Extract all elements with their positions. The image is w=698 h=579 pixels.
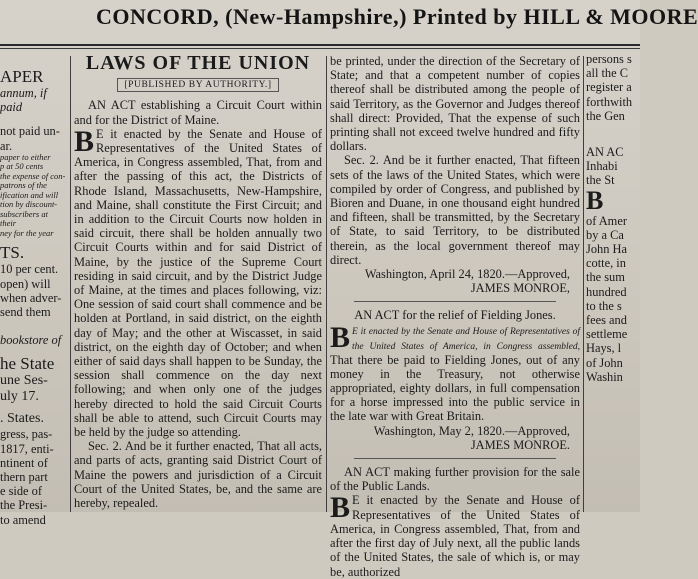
- act-body-text: That there be paid to Fielding Jones, out of any money in the Treasury, not otherwise appropriated, eighty dollars, in full compensation for a horse impressed into the public service in the late war with Great Britain.: [330, 352, 580, 424]
- act-enacting-clause: E it enacted by the Senate and House of Representatives of the United States of America, in Congress assembled,: [352, 326, 580, 352]
- col4-line: hundred: [586, 284, 627, 299]
- act-body: [330, 493, 580, 578]
- col1-line: open) will: [0, 276, 51, 291]
- col4-line: all the C: [586, 66, 628, 81]
- drop-cap: B: [330, 491, 351, 525]
- drop-cap: B: [330, 320, 351, 354]
- col4-line: the sum: [586, 270, 625, 285]
- col1-line: thern part: [0, 469, 48, 484]
- act-body-text: E it enacted by the Senate and House of Representatives of the United States of America, in Congress assembled, That, from and after the passing of this act, the Districts of Rhode Island, Massachusetts, New-Hampshire, and Maine, shall constitute the First Circuit; and in addition to the Circuit Courts now holden in said circuit, there shall be holden annually two Circuit Courts within and for said District of Maine, by the justice of the Supreme Court residing in said circuit, and by the District Judge of Maine, at the times and places following, viz: One session of said court shall commence and be holden at Portland, in said district, on the eighth day of May; and the other at Wiscasset, in said district, on the eighth day of October; and when either of said days shall happen to be Sunday, the session shall commence on the day next following; and when only one of the judges hereby directed to hold the said Circuit Courts shall be able to attend, such Circuit Courts may be held by the judge so attending.: [74, 126, 322, 440]
- act-body: [74, 124, 322, 440]
- authority-notice: [74, 78, 322, 92]
- masthead: [0, 0, 698, 54]
- col4-line: register a: [586, 80, 632, 95]
- column-laws-of-the-union: [74, 52, 322, 512]
- approval-date: Washington, April 24, 1820.—Approved,: [364, 267, 570, 282]
- col1-line: bookstore of: [0, 333, 62, 348]
- act-section-2: Sec. 2. And be it further enacted, That all acts, and parts of acts, granting said District Court of Maine the powers and jurisdiction of a Circuit Court of the United States, be, and the same are hereby, repealed.: [74, 439, 322, 511]
- col1-line: send them: [0, 304, 51, 319]
- col1-line: APER: [0, 67, 44, 86]
- col1-line: gress, pas-: [0, 427, 53, 442]
- col1-line: 10 per cent.: [0, 262, 59, 277]
- column-rule: [326, 56, 327, 512]
- col1-line: e side of: [0, 484, 42, 499]
- col1-line: TS.: [0, 243, 25, 263]
- act-title: AN ACT establishing a Circuit Court within and for the District of Maine.: [74, 98, 322, 127]
- drop-cap: B: [74, 124, 95, 158]
- col4-line: cotte, in: [586, 256, 626, 271]
- act-title: AN ACT making further provision for the sale of the Public Lands.: [330, 465, 580, 494]
- col1-line: when adver-: [0, 290, 62, 305]
- approval-signature: JAMES MONROE.: [470, 437, 570, 452]
- col4-line: fees and: [586, 313, 627, 328]
- col1-line: tion by discount-: [0, 199, 58, 210]
- masthead-title: CONCORD, (New-Hampshire,) Printed by HILL & MOORE: [96, 4, 698, 29]
- drop-cap: B: [586, 185, 604, 215]
- act-body-text: E it enacted by the Senate and House of Representatives of the United States of America, in Congress assembled, That, from and after the first day of July next, all the public lands of the United States, the sale of which is, or may be, authorized: [330, 493, 580, 579]
- col4-line: Washin: [586, 369, 623, 384]
- column-left-fragment: [0, 52, 66, 527]
- section-paragraph: Sec. 2. And be it further enacted, That fifteen sets of the laws of the United States, which were compiled by order of Congress, and published by Bioren and Duane, in one thousand eight hundred and fifteen, shall be transmitted, by the Secretary of State, to said Territory, to be distributed therein, as the local government thereof may direct.: [330, 153, 580, 267]
- col1-line: subscribers at their: [0, 208, 48, 229]
- col1-line: uly 17.: [0, 389, 39, 405]
- column-rule: [583, 56, 584, 512]
- col1-line: patrons of the: [0, 180, 47, 191]
- divider-rule: [354, 301, 556, 302]
- col4-line: of John: [586, 355, 623, 370]
- col1-line: p at 50 cents: [0, 161, 44, 172]
- masthead-rule: [0, 44, 640, 46]
- col4-line: Inhabi: [586, 159, 618, 174]
- col4-line: of Amer: [586, 213, 627, 228]
- col4-line: forthwith: [586, 94, 633, 109]
- col4-line: settleme: [586, 327, 628, 342]
- col1-line: ar.: [0, 138, 13, 153]
- divider-rule: [354, 458, 556, 459]
- col4-line: the St: [586, 173, 615, 188]
- section-heading: LAWS OF THE UNION: [85, 52, 311, 74]
- col1-line: 1817, enti-: [0, 441, 54, 456]
- col1-line: ification and will: [0, 189, 59, 200]
- column-acts: [330, 52, 580, 579]
- col1-line: annum, if paid: [0, 86, 47, 115]
- col1-line: not paid un-: [0, 124, 60, 139]
- column-rule: [70, 56, 71, 512]
- col1-line: he State: [0, 354, 55, 374]
- col1-line: the Presi-: [0, 498, 48, 513]
- col4-line: John Ha: [586, 242, 627, 257]
- col4-line: AN AC: [586, 145, 624, 160]
- col1-line: to amend: [0, 512, 46, 527]
- col1-line: the expense of con-: [0, 170, 66, 181]
- approval-signature: JAMES MONROE,: [470, 281, 570, 296]
- col4-line: Hays, l: [586, 341, 622, 356]
- col4-line: by a Ca: [586, 227, 624, 242]
- act-title: AN ACT for the relief of Fielding Jones.: [354, 308, 556, 323]
- column-right-fragment: [586, 52, 646, 512]
- act-body: [330, 320, 580, 424]
- col1-line: ntinent of: [0, 455, 48, 470]
- col4-line: persons s: [586, 52, 632, 66]
- col4-line: to the s: [586, 298, 622, 313]
- approval-date: Washington, May 2, 1820.—Approved,: [373, 423, 570, 438]
- col4-line: the Gen: [586, 108, 625, 123]
- col1-line: ney for the year: [0, 227, 54, 238]
- continued-paragraph: be printed, under the direction of the Secretary of State; and that a competent number of copies thereof shall be distributed among the people of said Territory, as the Governor and Judges thereof shall direct: Provided, That the expense of such printing shall not exceed twelve hundred and fifty dollars.: [330, 54, 580, 154]
- masthead-rule-thin: [0, 48, 640, 49]
- col1-line: une Ses-: [0, 373, 48, 389]
- col1-line: . States.: [0, 411, 44, 427]
- col1-line: paper to either: [0, 151, 51, 162]
- authority-text: [PUBLISHED BY AUTHORITY.]: [117, 78, 278, 92]
